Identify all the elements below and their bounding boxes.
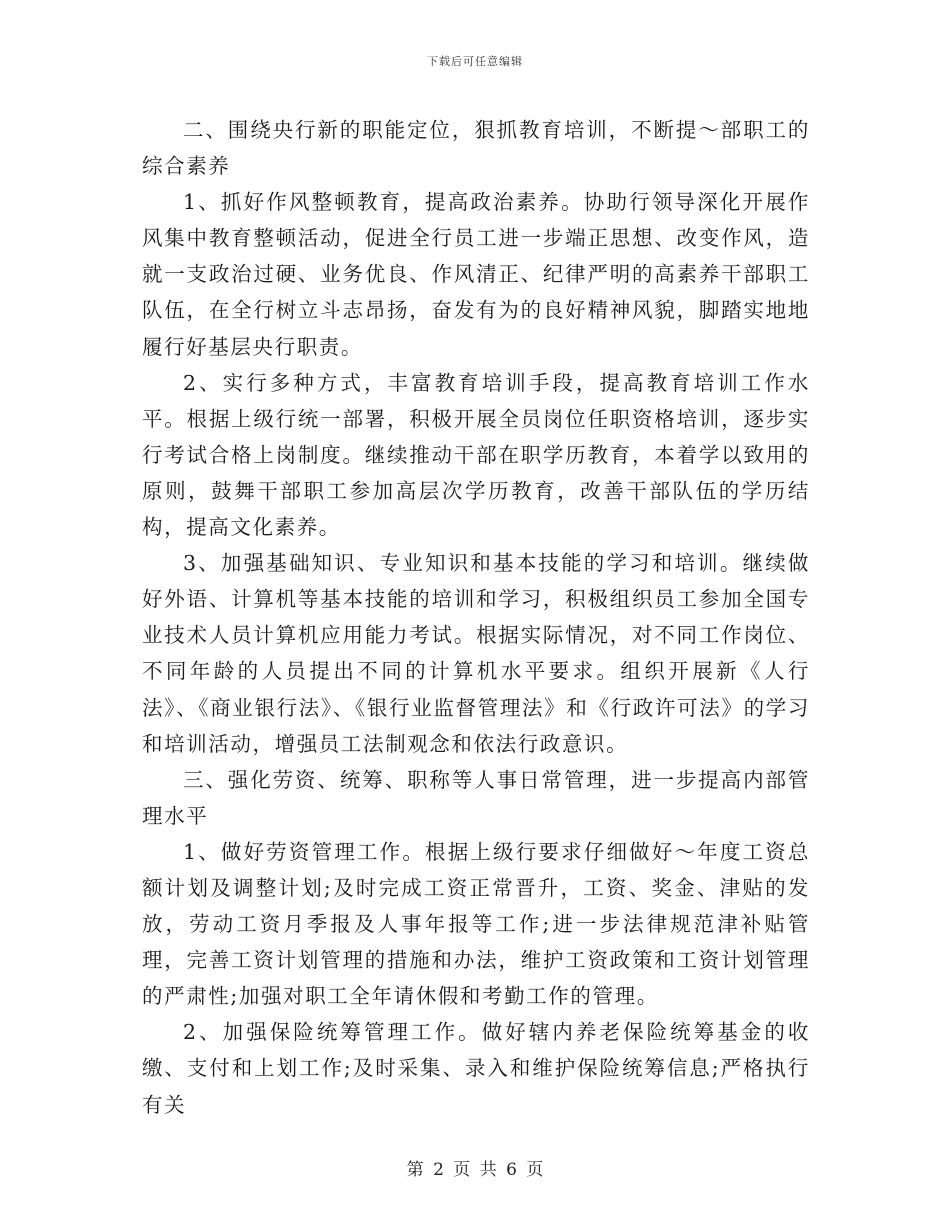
body-paragraph: 1、抓好作风整顿教育，提高政治素养。协助行领导深化开展作风集中教育整顿活动，促进全行员工进一步端正思想、改变作风，造就一支政治过硬、业务优良、作风清正、纪律严明的高素养干部职工队伍，在全行树立斗志昂扬，奋发有为的良好精神风貌，脚踏实地地履行好基层央行职责。 (142, 190, 810, 359)
body-paragraph: 2、加强保险统筹管理工作。做好辖内养老保险统筹基金的收缴、支付和上划工作;及时采集、录入和维护保险统筹信息;严格执行有关 (142, 1020, 810, 1117)
body-paragraph: 1、做好劳资管理工作。根据上级行要求仔细做好～年度工资总额计划及调整计划;及时完成工资正常晋升，工资、奖金、津贴的发放，劳动工资月季报及人事年报等工作;进一步法律规范津补贴管理，完善工资计划管理的措施和办法，维护工资政策和工资计划管理的严肃性;加强对职工全年请休假和考勤工作的管理。 (142, 839, 810, 1009)
page-header-note: 下载后可任意编辑 (427, 55, 523, 68)
body-paragraph: 3、加强基础知识、专业知识和基本技能的学习和培训。继续做好外语、计算机等基本技能的培训和学习，积极组织员工参加全国专业技术人员计算机应用能力考试。根据实际情况，对不同工作岗位、不同年龄的人员提出不同的计算机水平要求。组织开展新《人行法》、《商业银行法》、《银行业监督管理法》和《行政许可法》的学习和培训活动，增强员工法制观念和依法行政意识。 (142, 551, 810, 756)
page-number-footer: 第 2 页 共 6 页 (406, 1160, 544, 1180)
section-heading: 二、围绕央行新的职能定位，狠抓教育培训，不断提～部职工的综合素养 (142, 118, 810, 179)
body-paragraph: 2、实行多种方式，丰富教育培训手段，提高教育培训工作水平。根据上级行统一部署，积极开展全员岗位任职资格培训，逐步实行考试合格上岗制度。继续推动干部在职学历教育，本着学以致用的原则，鼓舞干部职工参加高层次学历教育，改善干部队伍的学历结构，提高文化素养。 (142, 370, 810, 540)
document-body (142, 112, 810, 1123)
section-heading: 三、强化劳资、统筹、职称等人事日常管理，进一步提高内部管理水平 (142, 767, 810, 828)
